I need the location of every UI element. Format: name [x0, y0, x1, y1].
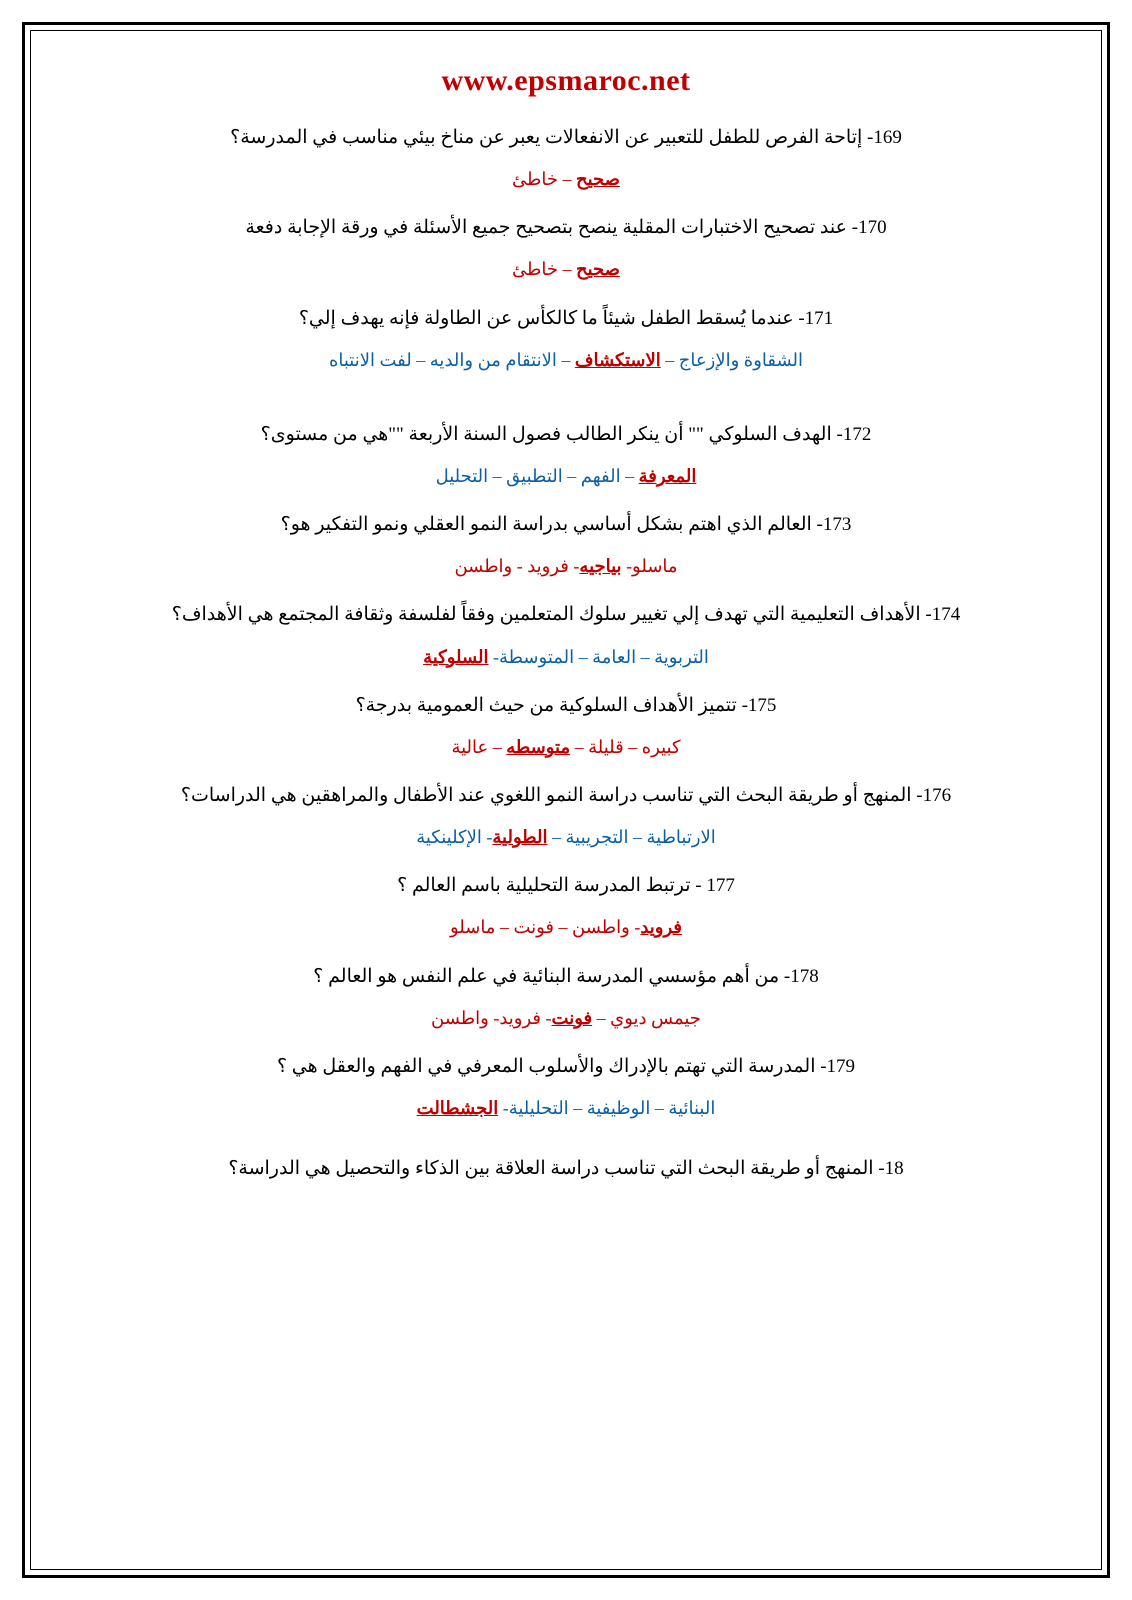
answer-option: - الإكلينكية — [416, 827, 493, 848]
answer-option: التحليل — [435, 465, 489, 486]
qa-block — [70, 868, 1062, 944]
answer-option: – — [411, 349, 430, 370]
question-text: 174- الأهداف التعليمية التي تهدف إلي تغيير سلوك المتعلمين وفقاً لفلسفة وثقافة المجتمع هي الأهداف؟ — [171, 604, 961, 626]
answer-option: الارتباطية — [646, 827, 716, 848]
question-text: 18- المنهج أو طريقة البحث التي تناسب دراسة العلاقة بين الذكاء والتحصيل هي الدراسة؟ — [228, 1158, 904, 1180]
answer-option: – — [570, 736, 589, 757]
question-list — [70, 120, 1062, 1187]
spacer — [70, 391, 1062, 417]
answer-option-correct: السلوكية — [423, 646, 489, 667]
answer-option: الوظيفية — [586, 1097, 651, 1118]
answer-option-correct: صحيح — [575, 169, 620, 190]
answer-option-correct: الاستكشاف — [574, 349, 661, 370]
answer-option: الفهم — [580, 465, 621, 486]
question-text: 169- إتاحة الفرص للطفل للتعبير عن الانفعالات يعبر عن مناخ بيئي مناسب في المدرسة؟ — [230, 127, 902, 148]
answer-option: – — [636, 646, 655, 667]
answer-option: – — [547, 827, 566, 848]
answer-options — [70, 910, 1062, 944]
answer-option: – — [495, 917, 514, 938]
answer-option-correct: المعرفة — [638, 465, 697, 486]
answer-option: - — [488, 646, 500, 667]
answer-option: – — [488, 465, 507, 486]
question-text: 179- المدرسة التي تهتم بالإدراك والأسلوب المعرفي في الفهم والعقل هي ؟ — [276, 1055, 856, 1077]
answer-option: التجريبية — [565, 827, 629, 848]
qa-block — [70, 597, 1062, 673]
answer-option: - واطسن — [572, 917, 641, 938]
answer-option: – — [568, 1097, 587, 1118]
qa-block — [70, 210, 1062, 286]
answer-option: العامة — [592, 646, 637, 667]
answer-option: جيمس ديوي — [610, 1007, 701, 1028]
answer-option-correct: فونت — [551, 1007, 593, 1028]
answer-option: خاطئ — [512, 169, 558, 190]
answer-option: – — [628, 827, 647, 848]
answer-option: التطبيق — [506, 465, 563, 486]
answer-options — [70, 1001, 1062, 1035]
answer-option: – — [620, 465, 639, 486]
answer-option: الانتقام من والديه — [429, 349, 557, 370]
answer-options — [70, 820, 1062, 854]
answer-option: - فرويد- واطسن — [431, 1007, 552, 1028]
answer-option-correct: بياجيه — [579, 556, 622, 577]
answer-option-correct: متوسطه — [506, 736, 571, 757]
qa-block — [70, 1049, 1062, 1125]
question-text: 171- عندما يُسقط الطفل شيئاً ما كالكأس عن الطاولة فإنه يهدف إلي؟ — [298, 307, 834, 329]
answer-option: لفت الانتباه — [328, 349, 412, 370]
answer-option: – — [488, 736, 507, 757]
question-text: 177 - ترتبط المدرسة التحليلية باسم العالم ؟ — [397, 875, 735, 897]
question-text: 172- الهدف السلوكي "" أن ينكر الطالب فصول السنة الأربعة ""هي من مستوى؟ — [260, 423, 872, 445]
answer-option: – — [592, 1007, 611, 1028]
question-text: 173- العالم الذي اهتم بشكل أساسي بدراسة النمو العقلي ونمو التفكير هو؟ — [280, 514, 852, 536]
answer-option: - فرويد - واطسن — [454, 556, 580, 577]
answer-option: – — [554, 917, 573, 938]
answer-option: – — [574, 646, 593, 667]
answer-option: – — [557, 169, 576, 190]
qa-block — [70, 417, 1062, 493]
answer-option: - — [498, 1097, 509, 1118]
qa-block — [70, 688, 1062, 764]
answer-options — [70, 343, 1062, 377]
spacer — [70, 1139, 1062, 1151]
answer-option: كبيره — [641, 736, 681, 757]
answer-option: ماسلو- — [621, 556, 678, 577]
answer-option: البنائية — [668, 1097, 716, 1118]
answer-option: فونت — [513, 917, 555, 938]
answer-option: ماسلو — [449, 917, 496, 938]
answer-options — [70, 640, 1062, 674]
question-text: 170- عند تصحيح الاختبارات المقلية ينصح بتصحيح جميع الأسئلة في ورقة الإجابة دفعة — [245, 217, 887, 239]
answer-options — [70, 730, 1062, 764]
qa-block — [70, 120, 1062, 196]
answer-option: – — [660, 349, 679, 370]
answer-option: التحليلية — [508, 1097, 569, 1118]
answer-option: الشقاوة والإزعاج — [678, 349, 804, 370]
answer-option: – — [562, 465, 581, 486]
qa-block — [70, 778, 1062, 854]
answer-option: المتوسطة — [499, 646, 575, 667]
answer-option: – — [623, 736, 642, 757]
qa-block — [70, 959, 1062, 1035]
site-url-heading: www.epsmaroc.net — [441, 64, 691, 97]
question-text: 176- المنهج أو طريقة البحث التي تناسب دراسة النمو اللغوي عند الأطفال والمراهقين هي الدراسات؟ — [180, 784, 952, 806]
answer-options — [70, 459, 1062, 493]
question-text: 178- من أهم مؤسسي المدرسة البنائية في علم النفس هو العالم ؟ — [313, 965, 819, 987]
answer-options — [70, 162, 1062, 196]
qa-block — [70, 1151, 1062, 1187]
answer-option: – — [556, 349, 575, 370]
answer-option: عالية — [451, 736, 489, 757]
question-text: 175- تتميز الأهداف السلوكية من حيث العمومية بدرجة؟ — [355, 694, 777, 716]
document-content — [70, 52, 1062, 1560]
answer-option: – — [557, 259, 576, 280]
answer-option-correct: فرويد — [640, 917, 683, 938]
answer-option: خاطئ — [512, 259, 558, 280]
answer-options — [70, 549, 1062, 583]
answer-option-correct: الجشطالت — [416, 1097, 499, 1118]
qa-block — [70, 507, 1062, 583]
answer-options — [70, 252, 1062, 286]
answer-option: – — [650, 1097, 669, 1118]
answer-option-correct: الطولية — [492, 827, 548, 848]
answer-option: قليلة — [588, 736, 624, 757]
qa-block — [70, 301, 1062, 377]
answer-options — [70, 1091, 1062, 1125]
answer-option: التربوية — [654, 646, 709, 667]
answer-option-correct: صحيح — [575, 259, 620, 280]
